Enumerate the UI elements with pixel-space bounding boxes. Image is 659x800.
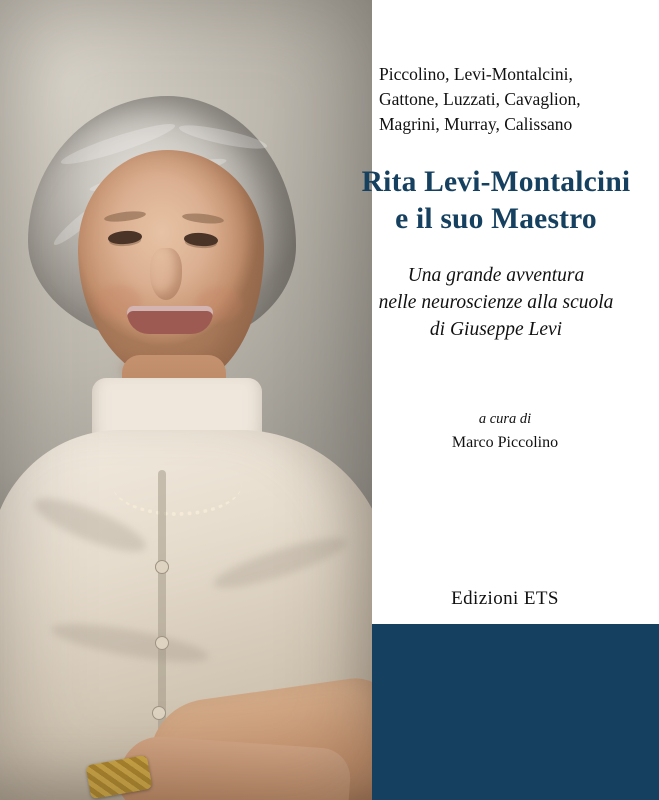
blouse-button: [155, 560, 169, 574]
authors-line-2: Gattone, Luzzati, Cavaglion,: [379, 89, 581, 109]
blouse-button: [155, 636, 169, 650]
editor-block: [380, 408, 630, 454]
portrait-necklace: [112, 452, 242, 516]
authors-line-3: Magrini, Murray, Calissano: [379, 114, 573, 134]
book-subtitle: [346, 262, 646, 343]
book-subtitle-line-2: nelle neuroscienze alla scuola: [378, 292, 614, 313]
book-title-line-1: Rita Levi-Montalcini: [361, 166, 631, 198]
book-subtitle-line-1: Una grande avventura: [407, 265, 585, 286]
book-title-line-2: e il suo Maestro: [395, 203, 597, 235]
portrait-mouth: [127, 306, 213, 334]
editor-name: Marco Piccolino: [451, 434, 559, 451]
blouse-button: [152, 706, 166, 720]
bottom-color-block: [371, 624, 659, 800]
book-title: [340, 164, 652, 238]
book-subtitle-line-3: di Giuseppe Levi: [429, 319, 563, 340]
publisher-name: Edizioni ETS: [451, 588, 559, 609]
editor-label: a cura di: [478, 411, 532, 427]
authors-line-1: Piccolino, Levi-Montalcini,: [379, 64, 573, 84]
portrait-nose: [150, 248, 182, 300]
authors-block: [379, 62, 641, 137]
